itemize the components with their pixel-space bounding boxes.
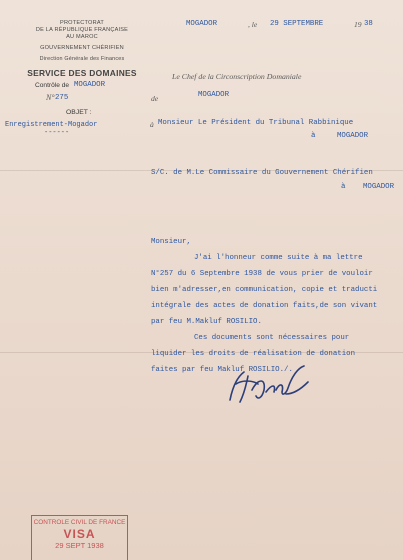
sender-title: Le Chef de la Circonscription Domaniale — [172, 72, 302, 81]
body-line: par feu M.Makluf ROSILIO. — [151, 318, 262, 326]
body-line: bien m'adresser,en communication, copie et traducti — [151, 286, 378, 294]
header-direction: Direction Générale des Finances — [39, 56, 125, 62]
via-a: à — [341, 183, 346, 191]
recipient-a: à — [150, 120, 154, 129]
sender-place: MOGADOR — [198, 91, 230, 99]
header-maroc: AU MAROC — [66, 34, 98, 40]
recipient-place: MOGADOR — [337, 132, 369, 140]
via-place: MOGADOR — [363, 183, 395, 191]
signature-icon — [222, 360, 322, 408]
recipient-a2: à — [311, 132, 316, 140]
sender-de: de — [151, 94, 159, 103]
body-line: faites par feu Makluf ROSILIO./. — [151, 366, 293, 374]
number-value: 275 — [55, 94, 69, 102]
number-label: N° — [46, 93, 55, 102]
dateline-date: 29 SEPTEMBRE — [270, 20, 324, 28]
stamp-line1: CONTROLE CIVIL DE FRANCE — [33, 519, 126, 526]
service-title: SERVICE DES DOMAINES — [27, 68, 137, 78]
dateline-year-suffix: 38 — [364, 20, 373, 28]
visa-stamp — [31, 515, 128, 560]
body-line: N°257 du 6 Septembre 1938 de vous prier de vouloir — [151, 270, 373, 278]
via-line: S/C. de M.Le Commissaire du Gouvernement Chérifien — [151, 169, 373, 177]
header-gouvernement: GOUVERNEMENT CHÉRIFIEN — [40, 45, 124, 51]
dateline-year-prefix: 19 — [354, 20, 362, 29]
objet-value: Enregistrement-Mogador — [5, 121, 98, 129]
dateline-place: MOGADOR — [186, 20, 218, 28]
recipient-name: Monsieur Le Président du Tribunal Rabbinique — [158, 119, 354, 127]
body-line: intégrale des actes de donation faits,de son vivant — [151, 302, 378, 310]
controle-value: MOGADOR — [74, 81, 106, 89]
controle-label: Contrôle de — [35, 82, 70, 89]
body-line: Ces documents sont nécessaires pour — [194, 334, 350, 342]
objet-label: OBJET : — [66, 109, 92, 116]
stamp-visa: VISA — [63, 527, 96, 541]
objet-dashes: ------ — [44, 129, 70, 137]
header-protectorat: PROTECTORAT — [60, 20, 104, 26]
salutation: Monsieur, — [151, 238, 191, 246]
stamp-date: 29 SEPT 1938 — [55, 541, 104, 550]
body-line: J'ai l'honneur comme suite à ma lettre — [194, 254, 363, 262]
body-line: liquider les droits de réalisation de donation — [151, 350, 356, 358]
header-republique: DE LA RÉPUBLIQUE FRANÇAISE — [35, 27, 129, 33]
dateline-le: , le — [248, 20, 258, 29]
